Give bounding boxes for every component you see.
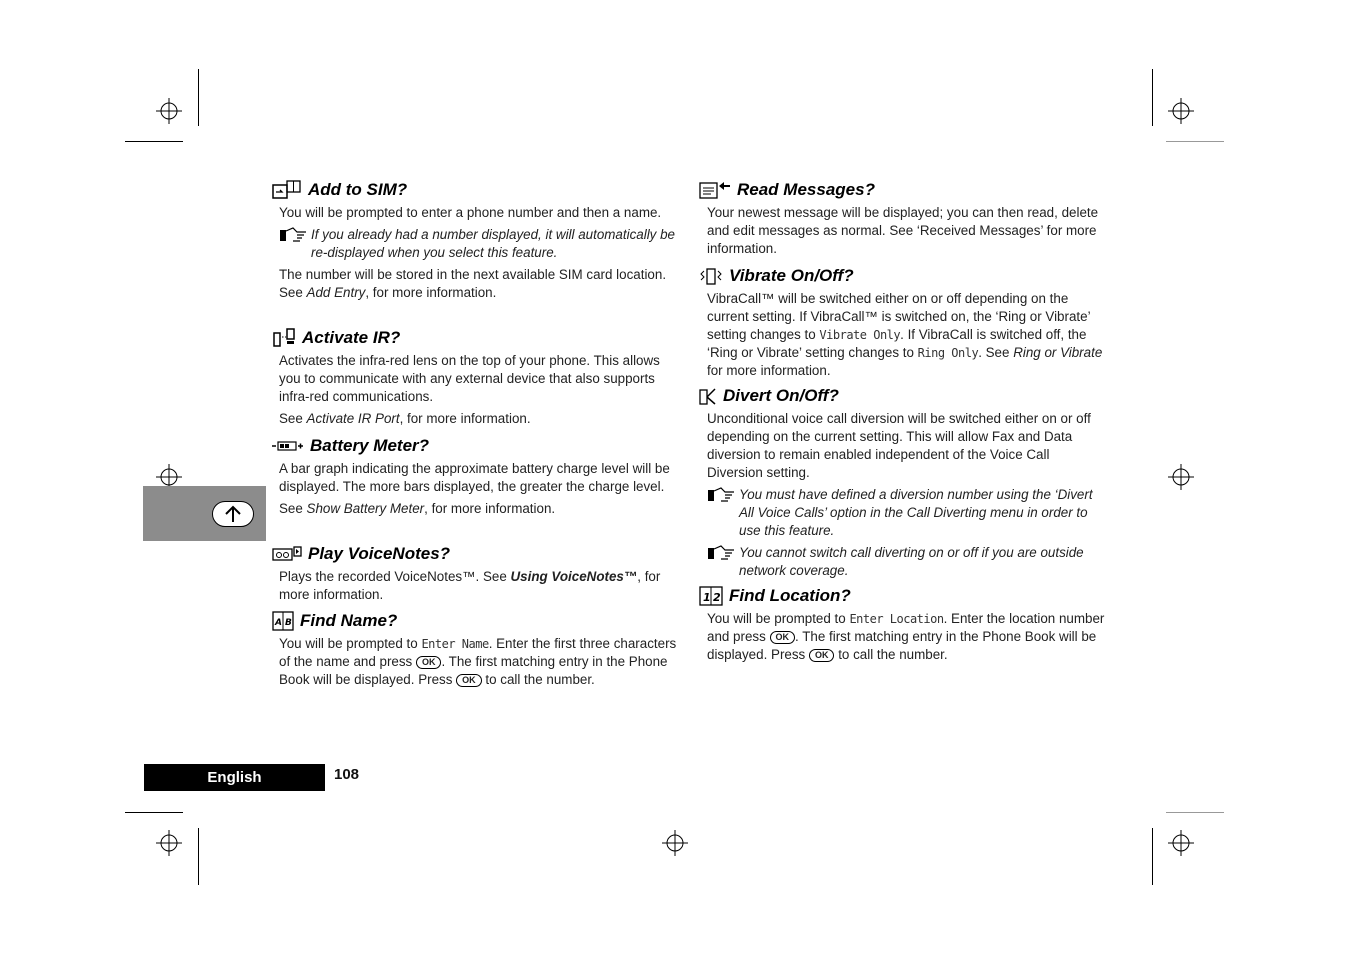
section-heading-activate-ir	[272, 328, 400, 348]
ok-key-icon: OK	[809, 649, 835, 662]
paragraph: VibraCall™ will be switched either on or off depending on the current setting. If VibraCall™ is switched on, the ‘Ring or Vibrate’ setting changes to Vibrate Only. If VibraCall is switched off, the ‘Ring or Vibrate’ setting changes to Ring Only. See Ring or Vibrate for more information.	[707, 291, 1103, 378]
crop-mark	[125, 812, 183, 813]
language-label: English	[144, 764, 325, 791]
section-title: Battery Meter?	[310, 436, 430, 455]
svg-text:1: 1	[703, 591, 711, 604]
paragraph: Unconditional voice call diversion will be switched either on or off depending on the current setting. This will allow Fax and Data diversion to remain enabled independent of the Voice Call Diversion setting.	[707, 411, 1091, 480]
section-heading-find-name	[272, 611, 397, 631]
section-title: Activate IR?	[302, 328, 401, 347]
paragraph: You will be prompted to Enter Location. Enter the location number and press OK . The first matching entry in the Phone Book will be displayed. Press OK to call the number.	[707, 611, 1105, 662]
section-title: Find Name?	[300, 611, 398, 630]
add-to-sim-icon	[272, 180, 302, 200]
registration-mark-icon	[1168, 464, 1194, 490]
ok-key-icon: OK	[416, 656, 442, 669]
voicenotes-icon	[272, 546, 302, 562]
display-text: Vibrate Only	[819, 328, 901, 342]
registration-mark-icon	[156, 830, 182, 856]
note-text: If you already had a number displayed, it will automatically be re-displayed when you select this feature.	[311, 227, 675, 260]
section-heading-play-voicenotes	[272, 544, 450, 564]
note-text: You must have defined a diversion number using the ‘Divert All Voice Calls’ option in the Call Diverting menu in order to use this feature.	[739, 487, 1093, 538]
paragraph: See Activate IR Port, for more information.	[279, 411, 531, 426]
note	[279, 226, 679, 262]
display-text: Enter Location	[849, 612, 944, 626]
cross-reference: Ring or Vibrate	[1013, 345, 1103, 360]
cross-reference: Add Entry	[306, 285, 366, 300]
section-title: Read Messages?	[737, 180, 875, 199]
crop-mark	[198, 828, 199, 885]
infrared-icon	[272, 328, 296, 348]
divert-icon	[699, 386, 717, 406]
paragraph: You will be prompted to Enter Name. Enter the first three characters of the name and press OK . The first matching entry in the Phone Book will be displayed. Press OK to call the number.	[279, 636, 677, 687]
read-messages-icon	[699, 180, 731, 200]
paragraph: See Show Battery Meter, for more information.	[279, 501, 556, 516]
registration-mark-icon	[662, 830, 688, 856]
phone-book-icon	[272, 611, 294, 631]
section-heading-vibrate	[699, 266, 854, 286]
section-heading-battery-meter	[272, 436, 429, 456]
pointing-hand-icon	[707, 486, 735, 540]
cross-reference: Activate IR Port	[306, 411, 400, 426]
paragraph: Plays the recorded VoiceNotes™. See Using VoiceNotes™, for more information.	[279, 569, 661, 602]
note	[707, 486, 1107, 540]
ok-key-icon: OK	[770, 631, 796, 644]
section-title: Add to SIM?	[308, 180, 408, 199]
registration-mark-icon	[156, 98, 182, 124]
section-title: Vibrate On/Off?	[729, 266, 854, 285]
pointing-hand-icon	[279, 226, 307, 262]
section-title: Play VoiceNotes?	[308, 544, 451, 563]
note	[707, 544, 1107, 580]
pointing-hand-icon	[707, 544, 735, 580]
cross-reference: Using VoiceNotes™	[510, 569, 638, 584]
note-text: You cannot switch call diverting on or off if you are outside network coverage.	[739, 545, 1084, 578]
crop-mark	[198, 69, 199, 126]
battery-icon	[272, 439, 304, 453]
crop-mark	[1166, 141, 1224, 142]
page-number: 108	[334, 766, 360, 783]
section-heading-find-location	[699, 586, 851, 606]
crop-mark	[1152, 69, 1153, 126]
paragraph: The number will be stored in the next available SIM card location. See Add Entry, for more information.	[279, 267, 667, 300]
paragraph: You will be prompted to enter a phone number and then a name.	[279, 205, 662, 220]
up-arrow-icon	[223, 505, 243, 523]
find-location-icon	[699, 586, 723, 606]
section-heading-add-to-sim	[272, 180, 407, 200]
section-heading-divert	[699, 386, 839, 406]
display-text: Ring Only	[917, 346, 979, 360]
crop-mark	[1152, 828, 1153, 885]
registration-mark-icon	[1168, 830, 1194, 856]
paragraph: Your newest message will be displayed; you can then read, delete and edit messages as normal. See ‘Received Messages’ for more information.	[707, 205, 1099, 256]
paragraph: Activates the infra-red lens on the top of your phone. This allows you to communicate with any external device that also supports infra-red communications.	[279, 353, 660, 404]
section-title: Find Location?	[729, 586, 851, 605]
cross-reference: Show Battery Meter	[306, 501, 425, 516]
crop-mark	[125, 141, 183, 142]
svg-text:2: 2	[713, 591, 721, 604]
section-heading-read-messages	[699, 180, 875, 200]
crop-mark	[1166, 812, 1224, 813]
svg-text:B: B	[285, 618, 292, 628]
registration-mark-icon	[1168, 98, 1194, 124]
section-title: Divert On/Off?	[723, 386, 839, 405]
paragraph: A bar graph indicating the approximate battery charge level will be displayed. The more bars displayed, the greater the charge level.	[279, 461, 670, 494]
up-arrow-button[interactable]	[212, 501, 254, 527]
ok-key-icon: OK	[456, 674, 482, 687]
display-text: Enter Name	[421, 637, 489, 651]
svg-text:A: A	[275, 618, 282, 628]
vibrate-icon	[699, 266, 723, 286]
